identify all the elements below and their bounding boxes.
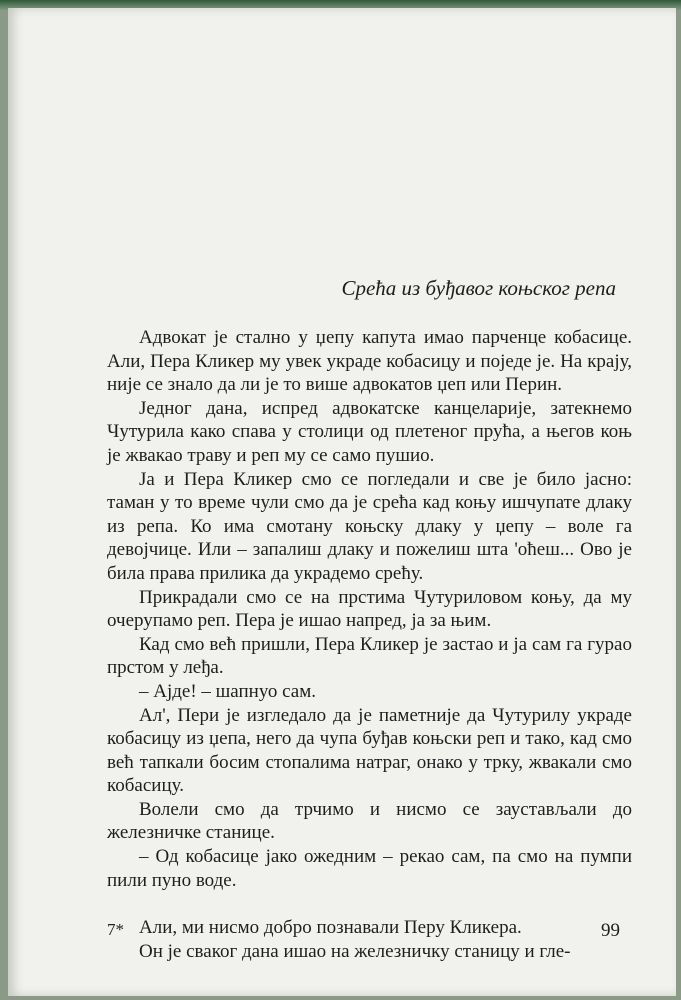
signature-mark: 7* xyxy=(107,920,124,939)
paragraph: – Од кобасице јако ожедним – рекао сам, па смо на пумпи пили пуно воде. xyxy=(107,846,632,891)
paragraph: Једног дана, испред адвокатске канцеларије, затекнемо Чутурила како спава у столици од плетеног прућа, а његов коњ је жвакао траву и реп му се само пушио. xyxy=(107,397,632,466)
paragraph: Ја и Пера Кликер смо се погледали и све је било јасно: таман у то време чули смо да је срећа кад коњу ишчупате длаку из репа. Ко има смотану коњску длаку у џепу – воле га девојчице. Или – запалиш длаку и пожелиш шта 'оћеш... Ово је била права прилика да украдемо срећу. xyxy=(107,468,632,584)
paragraph: Волели смо да трчимо и нисмо се заустављали до железничке станице. xyxy=(107,798,632,844)
body-text xyxy=(107,326,632,963)
paragraph: Али, ми нисмо добро познавали Перу Кликера. xyxy=(139,917,522,939)
paragraph: Ал', Пери је изгледало да је паметније да Чутурилу украде кобасицу из џепа, него да чупа буђав коњски реп и тако, кад смо већ тапкали босим стопалима натраг, онако у трку, жвакали смо кобасицу. xyxy=(107,704,632,797)
paragraph: Адвокат је стално у џепу капута имао парченце кобасице. Али, Пера Кликер му увек украде кобасицу и поједе је. На крају, није се знало да ли је то више адвокатов џеп или Перин. xyxy=(107,327,632,396)
paragraph: Кад смо већ пришли, Пера Кликер је застао и ја сам га гурао прстом у леђа. xyxy=(107,633,632,679)
paragraph: Он је сваког дана ишао на железничку станицу и гле- xyxy=(139,940,571,962)
page-number: 99 xyxy=(601,920,620,941)
book-page xyxy=(8,8,676,996)
paragraph: – Ајде! – шапнуо сам. xyxy=(139,680,316,702)
running-header: Срећа из буђавог коњског репа xyxy=(341,276,616,300)
paragraph: Прикрадали смо се на прстима Чутуриловом коњу, да му очерупамо реп. Пера је ишао напред, ја за њим. xyxy=(107,586,632,632)
